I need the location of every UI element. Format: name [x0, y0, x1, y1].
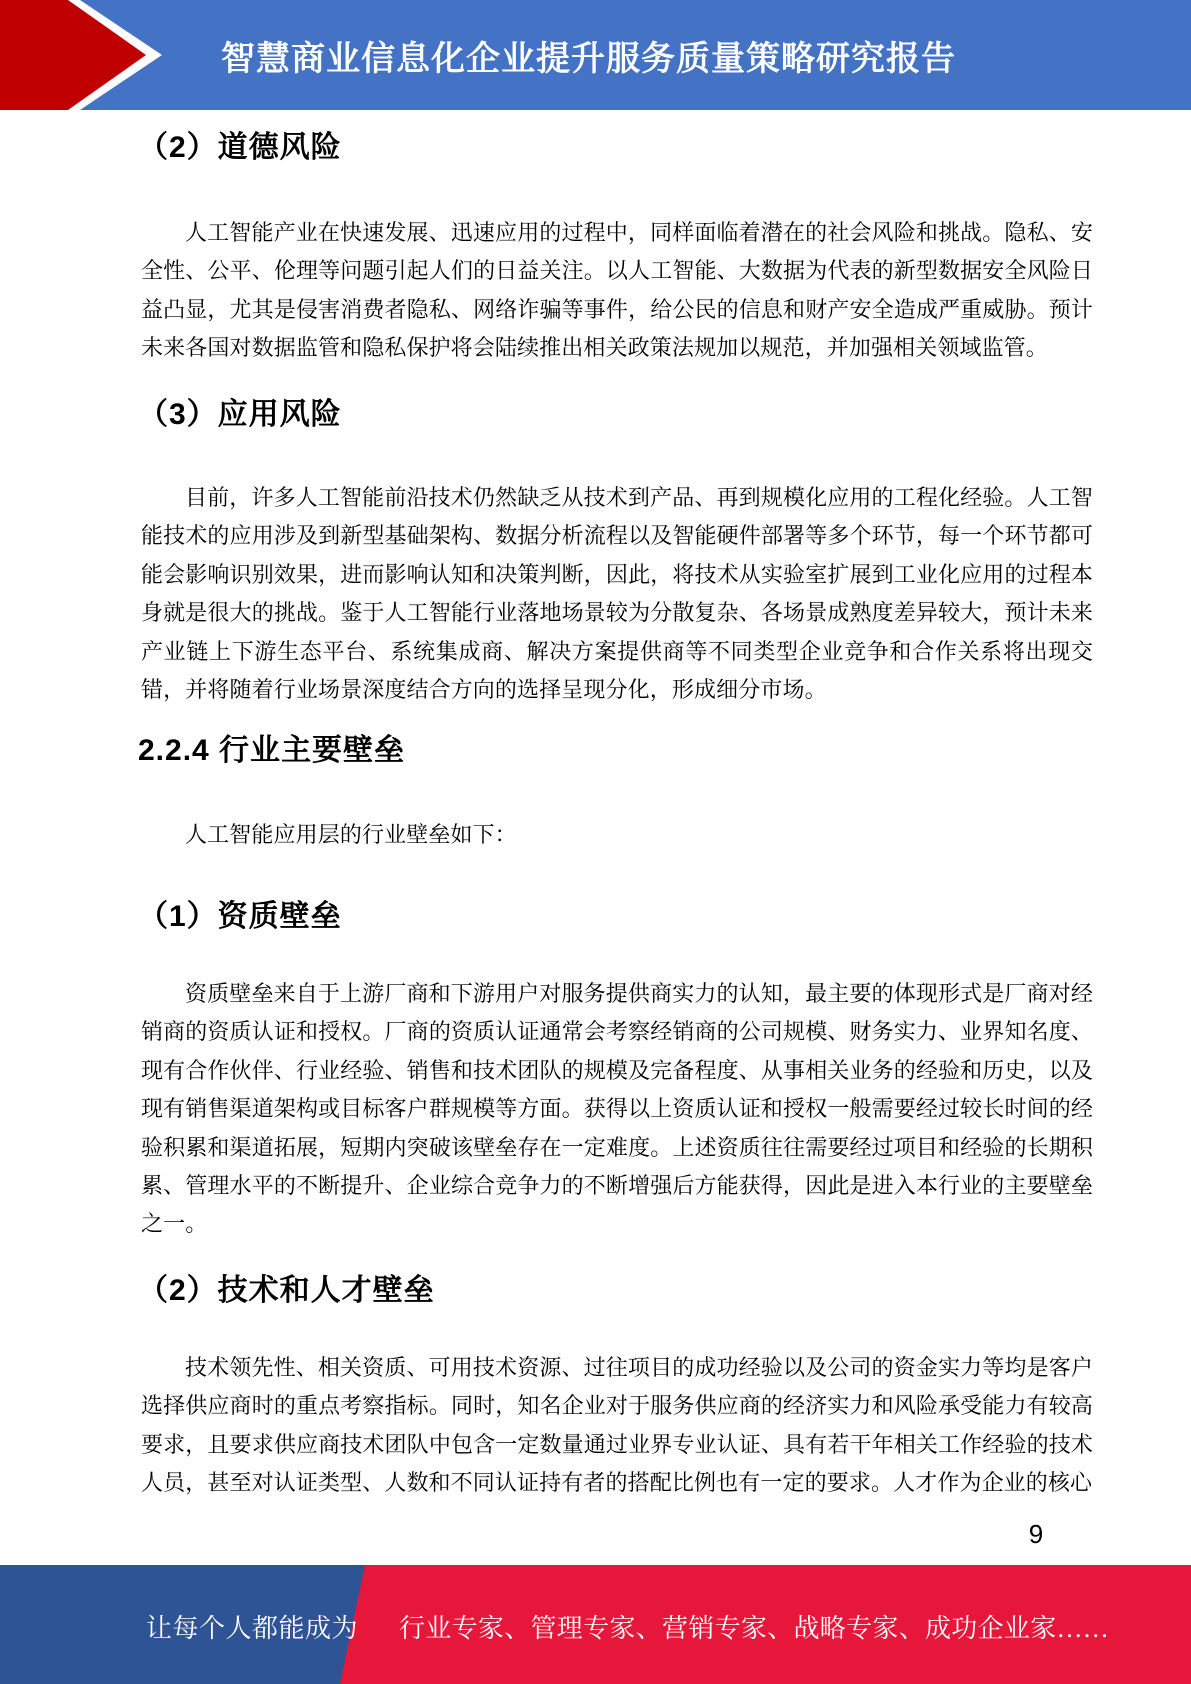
section-heading-qualification-barrier: （1）资质壁垒: [138, 900, 342, 933]
footer-slogan-left: 让每个人都能成为: [146, 1614, 359, 1643]
section-heading-application-risk: （3）应用风险: [138, 398, 342, 431]
section-heading-moral-risk: （2）道德风险: [138, 131, 342, 164]
paragraph-industry-barriers-intro: 人工智能应用层的行业壁垒如下：: [185, 822, 517, 847]
page-number: 9: [1028, 1519, 1044, 1549]
header-banner: [0, 0, 1191, 110]
paragraph-moral-risk: 人工智能产业在快速发展、迅速应用的过程中，同样面临着潜在的社会风险和挑战。隐私、安全性、公平、伦理等问题引起人们的日益关注。以人工智能、大数据为代表的新型数据安全风险日益凸显，尤其是侵害消费者隐私、网络诈骗等事件，给公民的信息和财产安全造成严重威胁。预计未来各国对数据监管和隐私保护将会陆续推出相关政策法规加以规范，并加强相关领域监管。: [141, 220, 1093, 361]
footer-slogan-right: 行业专家、管理专家、营销专家、战略专家、成功企业家……: [399, 1614, 1110, 1643]
paragraph-application-risk: 目前，许多人工智能前沿技术仍然缺乏从技术到产品、再到规模化应用的工程化经验。人工智能技术的应用涉及到新型基础架构、数据分析流程以及智能硬件部署等多个环节，每一个环节都可能会影响识别效果，进而影响认知和决策判断，因此，将技术从实验室扩展到工业化应用的过程本身就是很大的挑战。鉴于人工智能行业落地场景较为分散复杂、各场景成熟度差异较大，预计未来产业链上下游生态平台、系统集成商、解决方案提供商等不同类型企业竞争和合作关系将出现交错，并将随着行业场景深度结合方向的选择呈现分化，形成细分市场。: [141, 485, 1093, 703]
paragraph-qualification-barrier: 资质壁垒来自于上游厂商和下游用户对服务提供商实力的认知，最主要的体现形式是厂商对经销商的资质认证和授权。厂商的资质认证通常会考察经销商的公司规模、财务实力、业界知名度、现有合作伙伴、行业经验、销售和技术团队的规模及完备程度、从事相关业务的经验和历史，以及现有销售渠道架构或目标客户群规模等方面。获得以上资质认证和授权一般需要经过较长时间的经验积累和渠道拓展，短期内突破该壁垒存在一定难度。上述资质往往需要经过项目和经验的长期积累、管理水平的不断提升、企业综合竞争力的不断增强后方能获得，因此是进入本行业的主要壁垒之一。: [141, 981, 1093, 1237]
section-heading-tech-talent-barrier: （2）技术和人才壁垒: [138, 1274, 435, 1307]
paragraph-tech-talent-barrier: 技术领先性、相关资质、可用技术资源、过往项目的成功经验以及公司的资金实力等均是客户选择供应商时的重点考察指标。同时，知名企业对于服务供应商的经济实力和风险承受能力有较高要求，且要求供应商技术团队中包含一定数量通过业界专业认证、具有若干年相关工作经验的技术人员，甚至对认证类型、人数和不同认证持有者的搭配比例也有一定的要求。人才作为企业的核心: [141, 1355, 1093, 1496]
section-heading-industry-barriers: 2.2.4 行业主要壁垒: [138, 734, 406, 767]
page-title: 智慧商业信息化企业提升服务质量策略研究报告: [221, 39, 956, 78]
